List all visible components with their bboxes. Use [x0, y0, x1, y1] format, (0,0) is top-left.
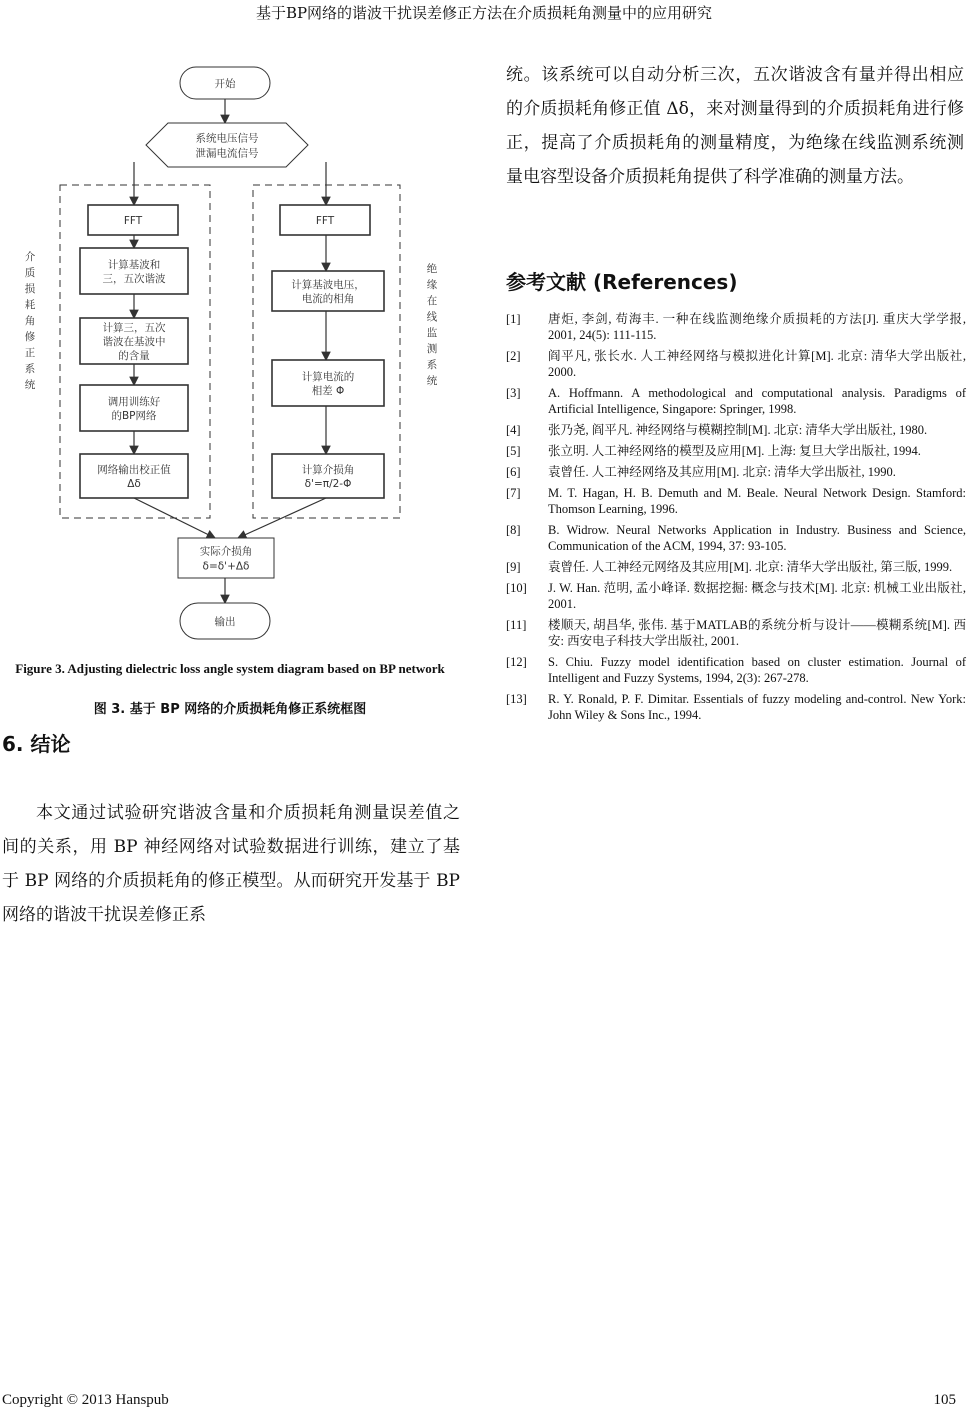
reference-text: M. T. Hagan, H. B. Demuth and M. Beale. Neural Network Design. Stamford: Thomson Learning, 1996.	[548, 486, 966, 516]
reference-number: [11]	[506, 618, 527, 632]
reference-text: J. W. Han. 范明, 孟小峰译. 数据挖掘: 概念与技术[M]. 北京: 机械工业出版社, 2001.	[548, 581, 966, 611]
signal-input-shape	[146, 123, 308, 167]
right-group-label: 缘	[426, 279, 438, 291]
conclusion-text: 本文通过试验研究谐波含量和介质损耗角测量误差值之间的关系，用 BP 神经网络对试验数据进行训练，建立了基于 BP 网络的介质损耗角的修正模型。从而研究开发基于 BP 网络的谐波干扰误差修正系	[2, 803, 460, 925]
right-box-label: 电流的相角	[301, 293, 355, 305]
left-group-label: 角	[24, 315, 36, 327]
right-process-box	[272, 454, 384, 498]
right-box-label: 计算基波电压，	[291, 279, 365, 291]
result-label: 实际介损角	[199, 545, 253, 558]
reference-number: [9]	[506, 560, 521, 574]
left-box-label: Δδ	[127, 478, 141, 490]
left-group-label: 介	[24, 251, 36, 263]
right-box-label: 相差 Φ	[311, 385, 345, 397]
reference-item	[506, 580, 966, 612]
reference-item	[506, 422, 966, 438]
left-box-label: 调用训练好	[107, 396, 161, 408]
reference-text: R. Y. Ronald, P. F. Dimitar. Essentials of fuzzy modeling and-control. New York: John Wiley & Sons Inc., 1994.	[548, 692, 966, 722]
right-group-label: 线	[426, 311, 438, 323]
left-box-label: 计算三，五次	[102, 322, 166, 334]
references-heading: 参考文献 (References)	[506, 270, 738, 294]
reference-text: 张乃尧, 阎平凡. 神经网络与模糊控制[M]. 北京: 清华大学出版社, 1980.	[548, 423, 928, 437]
right-group-label: 监	[426, 327, 438, 339]
reference-number: [4]	[506, 423, 521, 437]
left-group-label: 耗	[24, 299, 36, 311]
reference-number: [8]	[506, 523, 521, 537]
section-heading: 6. 结论	[2, 732, 71, 756]
right-process-box	[272, 360, 384, 406]
reference-number: [7]	[506, 486, 521, 500]
reference-item	[506, 443, 966, 459]
left-box-label: FFT	[123, 215, 143, 227]
page-number: 105	[933, 1392, 956, 1408]
reference-text: 袁曾任. 人工神经网络及其应用[M]. 北京: 清华大学出版社, 1990.	[548, 465, 896, 479]
reference-text: 袁曾任. 人工神经元网络及其应用[M]. 北京: 清华大学出版社, 第三版, 1999.	[548, 560, 953, 574]
reference-item	[506, 617, 966, 649]
reference-item	[506, 654, 966, 686]
left-group-label: 系	[24, 363, 36, 375]
running-title: 基于BP网络的谐波干扰误差修正方法在介质损耗角测量中的应用研究	[255, 4, 713, 22]
right-box-label: 计算介损角	[301, 464, 355, 476]
right-group-label: 在	[426, 295, 438, 307]
reference-text: A. Hoffmann. A methodological and computational analysis. Paradigms of Artificial Intelligence, Singapore: Springer, 1998.	[548, 386, 966, 416]
left-group-label: 修	[24, 331, 36, 343]
reference-item	[506, 348, 966, 380]
left-box-label: 的BP网络	[111, 410, 157, 422]
left-group-label: 质	[24, 267, 36, 279]
right-box-label: δ'=π/2-Φ	[304, 478, 352, 490]
reference-item	[506, 522, 966, 554]
left-group-label: 统	[24, 379, 36, 391]
reference-text: 楼顺天, 胡昌华, 张伟. 基于MATLAB的系统分析与设计——模糊系统[M]. 西安: 西安电子科技大学出版社, 2001.	[548, 618, 966, 648]
signal-label: 泄漏电流信号	[195, 147, 259, 160]
reference-item	[506, 311, 966, 343]
reference-number: [10]	[506, 581, 527, 595]
left-box-label: 三，五次谐波	[102, 273, 166, 285]
reference-text: B. Widrow. Neural Networks Application in Industry. Business and Science, Communication of the ACM, 1994, 37: 93-105.	[548, 523, 966, 553]
left-box-label: 的含量	[118, 350, 150, 362]
reference-item	[506, 485, 966, 517]
reference-text: 阎平凡, 张长水. 人工神经网络与模拟进化计算[M]. 北京: 清华大学出版社, 2000.	[548, 349, 966, 379]
right-group-label: 绝	[426, 263, 438, 275]
reference-number: [2]	[506, 349, 521, 363]
left-box-label: 谐波在基波中	[102, 336, 166, 348]
reference-text: S. Chiu. Fuzzy model identification based on cluster estimation. Journal of Intelligent and Fuzzy Systems, 1994, 2(3): 267-278.	[548, 655, 966, 685]
left-group-label: 损	[24, 283, 36, 295]
reference-number: [5]	[506, 444, 521, 458]
reference-number: [3]	[506, 386, 521, 400]
reference-list	[506, 311, 966, 728]
reference-number: [12]	[506, 655, 527, 669]
result-label: δ=δ'+Δδ	[202, 560, 250, 573]
reference-text: 张立明. 人工神经网络的模型及应用[M]. 上海: 复旦大学出版社, 1994.	[548, 444, 921, 458]
reference-item	[506, 464, 966, 480]
start-label: 开始	[214, 78, 236, 90]
reference-item	[506, 385, 966, 417]
right-box-label: FFT	[315, 215, 335, 227]
left-group-label: 正	[24, 347, 36, 359]
reference-number: [6]	[506, 465, 521, 479]
reference-number: [13]	[506, 692, 527, 706]
left-process-box	[80, 248, 188, 294]
left-process-box	[80, 454, 188, 498]
left-box-label: 计算基波和	[107, 259, 161, 271]
flowchart-diagram	[0, 50, 480, 650]
left-box-label: 网络输出校正值	[97, 464, 171, 476]
continuation-text: 统。该系统可以自动分析三次，五次谐波含有量并得出相应的介质损耗角修正值 Δδ，来对测量得到的介质损耗角进行修正，提高了介质损耗角的测量精度，为绝缘在线监测系统测量电容型设备介质损耗角提供了科学准确的测量方法。	[506, 65, 964, 187]
continuation-paragraph	[506, 58, 964, 194]
right-box-label: 计算电流的	[301, 371, 355, 383]
left-process-box	[80, 385, 188, 431]
reference-item	[506, 559, 966, 575]
right-group-label: 系	[426, 359, 438, 371]
right-group-label: 测	[426, 343, 438, 355]
copyright: Copyright © 2013 Hanspub	[2, 1392, 169, 1408]
right-group-label: 统	[426, 375, 438, 387]
reference-item	[506, 691, 966, 723]
reference-text: 唐炬, 李剑, 苟海丰. 一种在线监测绝缘介质损耗的方法[J]. 重庆大学学报, 2001, 24(5): 111-115.	[548, 312, 966, 342]
signal-label: 系统电压信号	[195, 132, 259, 145]
end-label: 输出	[214, 616, 236, 628]
reference-number: [1]	[506, 312, 521, 326]
figure-caption-zh: 图 3. 基于 BP 网络的介质损耗角修正系统框图	[93, 702, 367, 717]
figure-caption-en: Figure 3. Adjusting dielectric loss angle system diagram based on BP network	[15, 661, 445, 676]
right-process-box	[272, 271, 384, 311]
conclusion-paragraph	[2, 796, 460, 932]
